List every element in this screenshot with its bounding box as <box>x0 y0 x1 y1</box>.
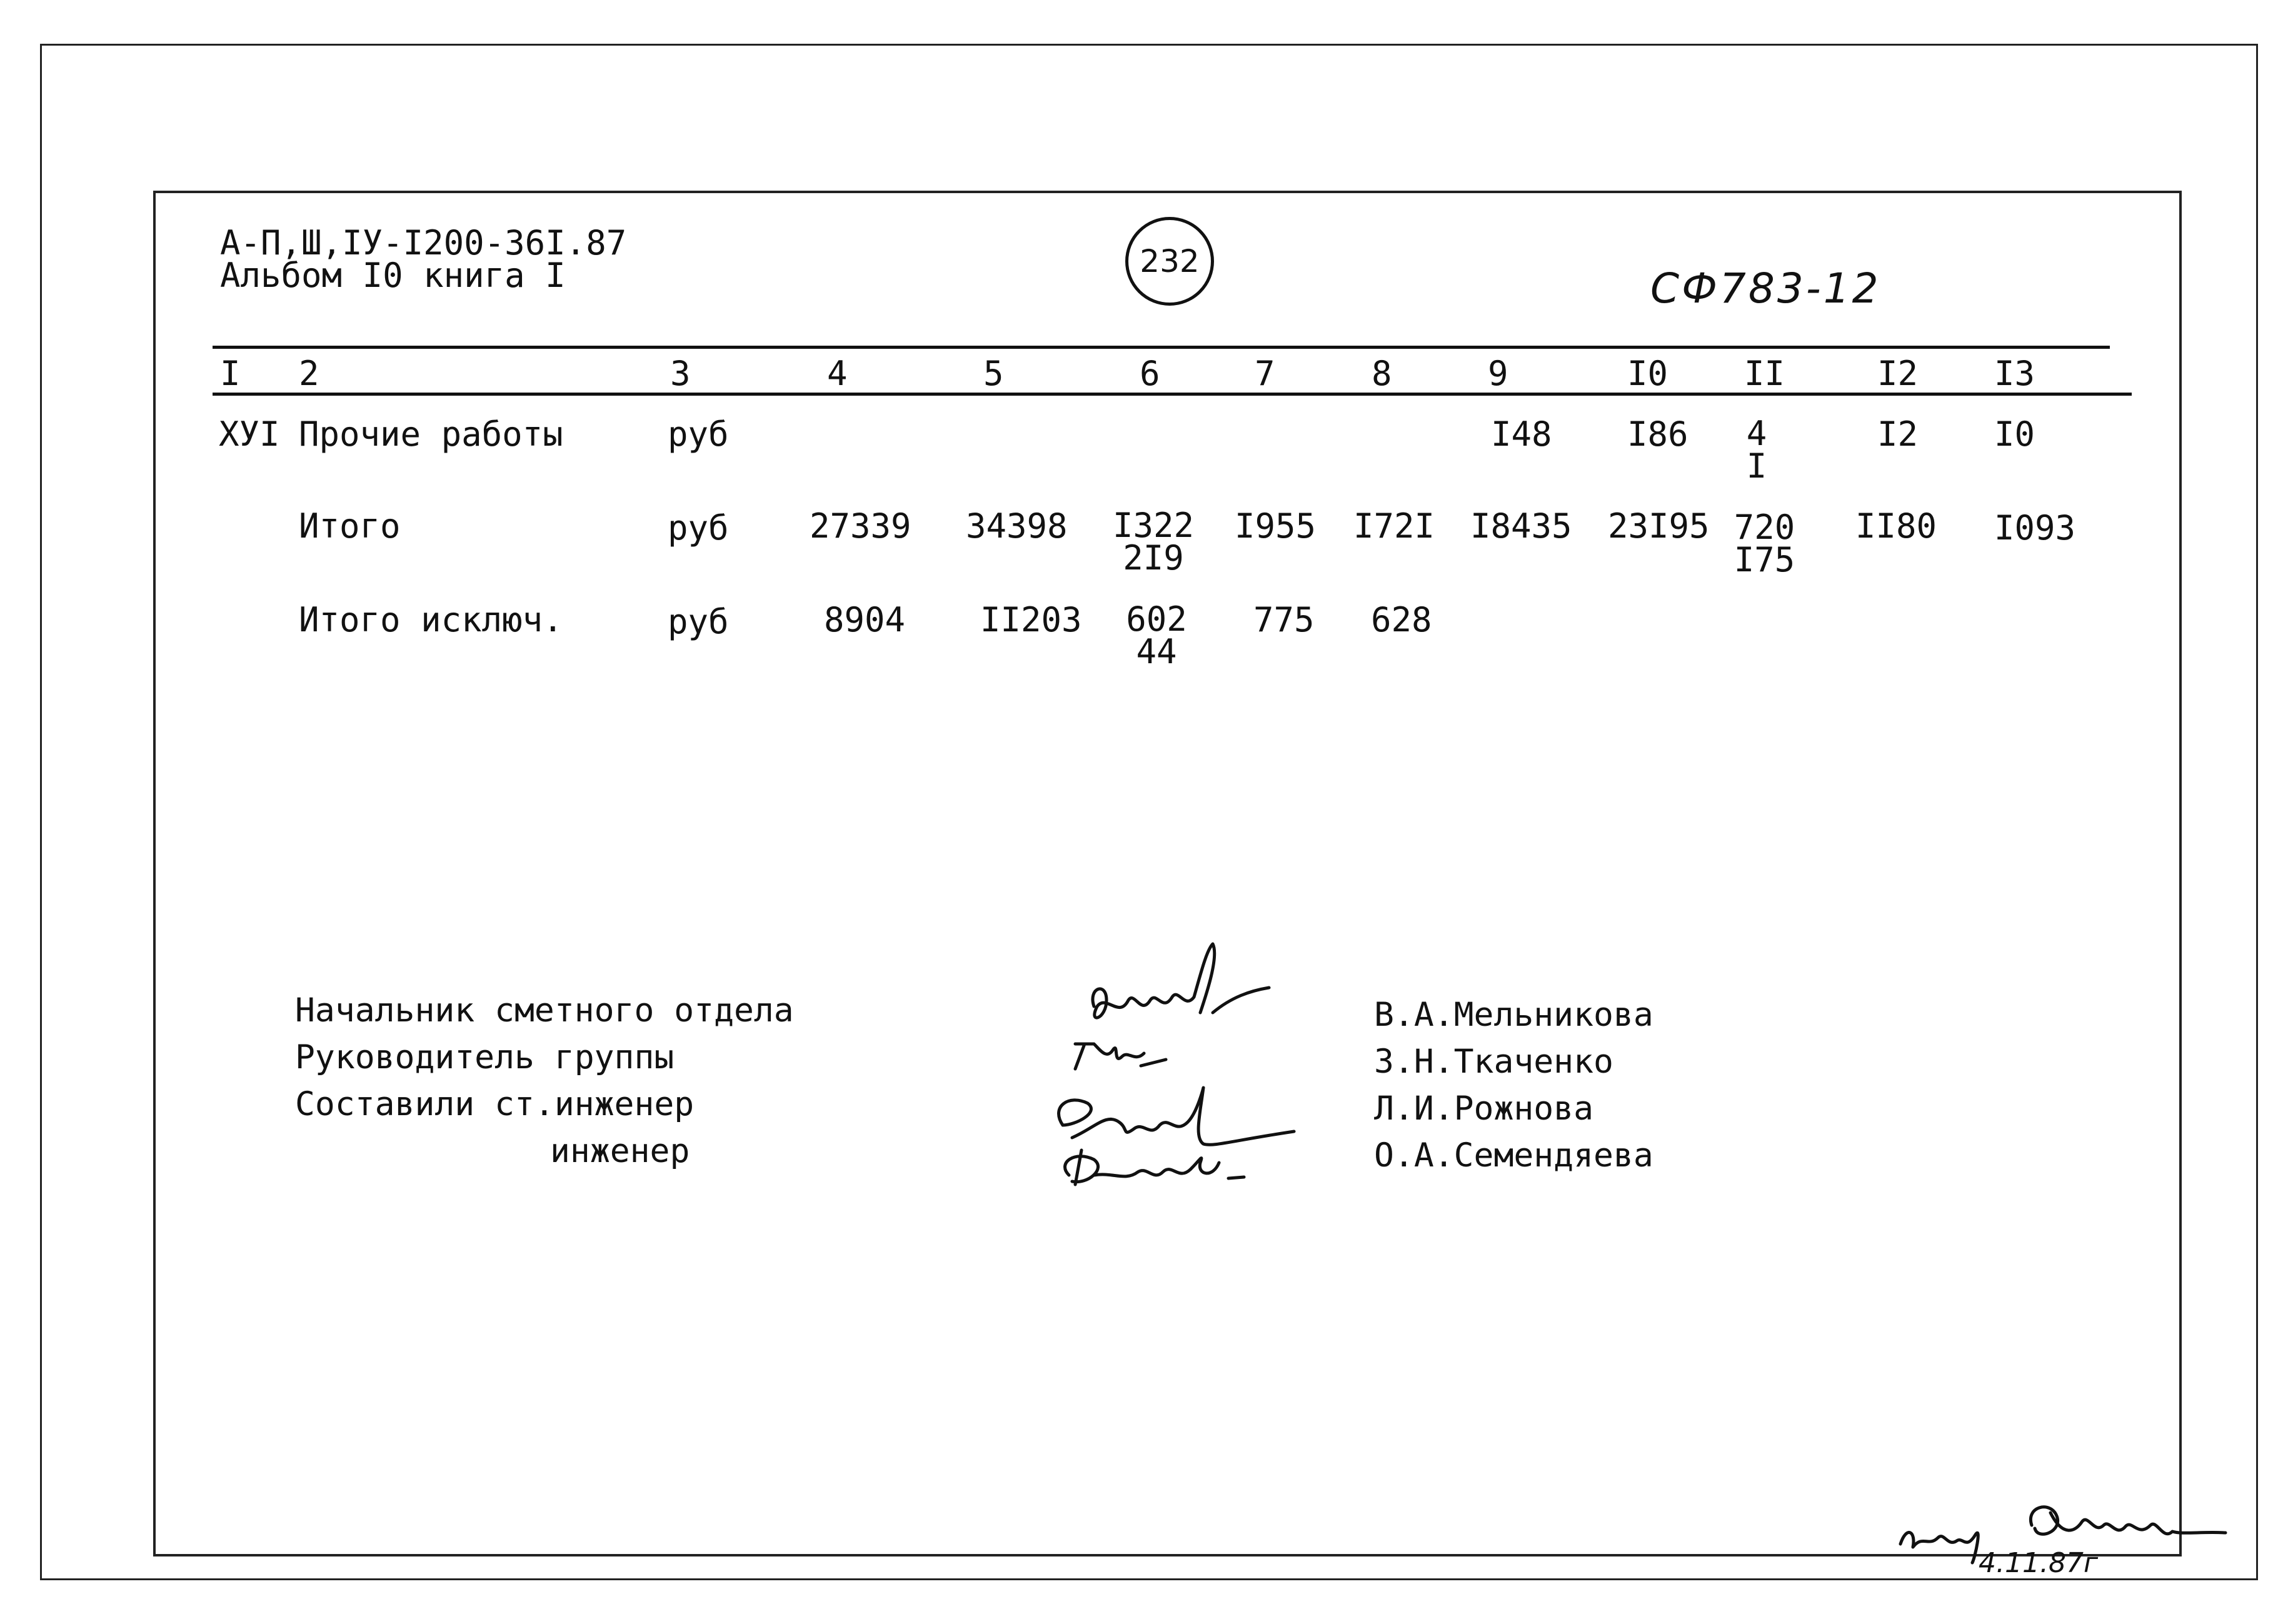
row1-unit: руб <box>668 414 729 454</box>
col-number-12: I2 <box>1877 354 1919 393</box>
row2-col11 <box>1732 508 1797 579</box>
row2-col9: I8435 <box>1470 506 1572 546</box>
col-number-9: 9 <box>1488 354 1508 393</box>
handwritten-signatures <box>1013 938 1325 1213</box>
row2-col12: II80 <box>1855 506 1937 546</box>
row1-col10: I86 <box>1627 414 1688 454</box>
row2-col6-bottom: 2I9 <box>1123 538 1184 578</box>
table-top-rule <box>213 346 2110 349</box>
row1-col11-top: 4 <box>1746 414 1767 453</box>
row2-unit: руб <box>668 508 729 548</box>
col-number-7: 7 <box>1255 354 1275 393</box>
row2-name: Итого <box>299 506 401 546</box>
row2-col10: 23I95 <box>1608 506 1710 546</box>
col-number-6: 6 <box>1140 354 1160 393</box>
col-number-13: I3 <box>1994 354 2035 393</box>
row3-col6-top: 602 <box>1126 599 1187 639</box>
signer-title-3: Составили ст.инженер <box>295 1085 695 1123</box>
col-number-8: 8 <box>1372 354 1392 393</box>
row3-unit: руб <box>668 602 729 641</box>
row1-col9: I48 <box>1491 414 1552 454</box>
document-code: А-П,Ш,IУ-I200-36I.87 <box>220 223 627 263</box>
row3-col4: 8904 <box>824 600 906 639</box>
page-number-circle <box>1125 217 1214 306</box>
row3-col8: 628 <box>1371 600 1432 639</box>
signer-name-1: В.А.Мельникова <box>1374 996 1653 1034</box>
row2-col4: 27339 <box>810 506 911 546</box>
row2-col5: 34398 <box>966 506 1068 546</box>
col-number-3: 3 <box>670 354 691 393</box>
signer-name-4: О.А.Семендяева <box>1374 1136 1653 1175</box>
row3-col7: 775 <box>1253 600 1315 639</box>
col-number-1: I <box>220 354 241 393</box>
row2-col8: I72I <box>1353 506 1435 546</box>
row1-col11 <box>1735 414 1779 486</box>
row2-col6-top: I322 <box>1113 506 1195 545</box>
signer-title-4: инженер <box>550 1132 690 1170</box>
row1-col12: I2 <box>1877 414 1919 454</box>
row1-col13: I0 <box>1994 414 2035 454</box>
row2-col7: I955 <box>1235 506 1317 546</box>
signer-name-3: Л.И.Рожнова <box>1374 1090 1593 1128</box>
album-label: Альбом I0 книга I <box>220 256 566 295</box>
handwritten-date: 4.11.87г <box>1979 1547 2099 1579</box>
row3-col5: II203 <box>980 600 1082 639</box>
row1-section: ХУI <box>219 414 280 454</box>
handwritten-code: СФ783-12 <box>1650 264 1881 313</box>
page-number: 232 <box>1140 243 1200 279</box>
row3-col6-bottom: 44 <box>1136 632 1177 671</box>
row1-name: Прочие работы <box>299 414 563 454</box>
col-number-2: 2 <box>299 354 319 393</box>
row3-col6 <box>1122 599 1191 671</box>
row1-col11-bottom: I <box>1746 446 1767 486</box>
signer-title-2: Руководитель группы <box>295 1038 675 1076</box>
col-number-10: I0 <box>1627 354 1668 393</box>
col-number-5: 5 <box>983 354 1004 393</box>
row2-col6 <box>1113 506 1195 578</box>
row2-col11-top: 720 <box>1734 508 1795 547</box>
col-number-4: 4 <box>827 354 848 393</box>
row2-col13: I093 <box>1994 508 2076 548</box>
signer-title-1: Начальник сметного отдела <box>295 991 794 1030</box>
table-header-rule <box>213 393 2132 396</box>
row2-col11-bottom: I75 <box>1734 540 1795 579</box>
signer-name-2: З.Н.Ткаченко <box>1374 1043 1613 1081</box>
row3-name: Итого исключ. <box>299 600 563 639</box>
col-number-11: II <box>1744 354 1785 393</box>
